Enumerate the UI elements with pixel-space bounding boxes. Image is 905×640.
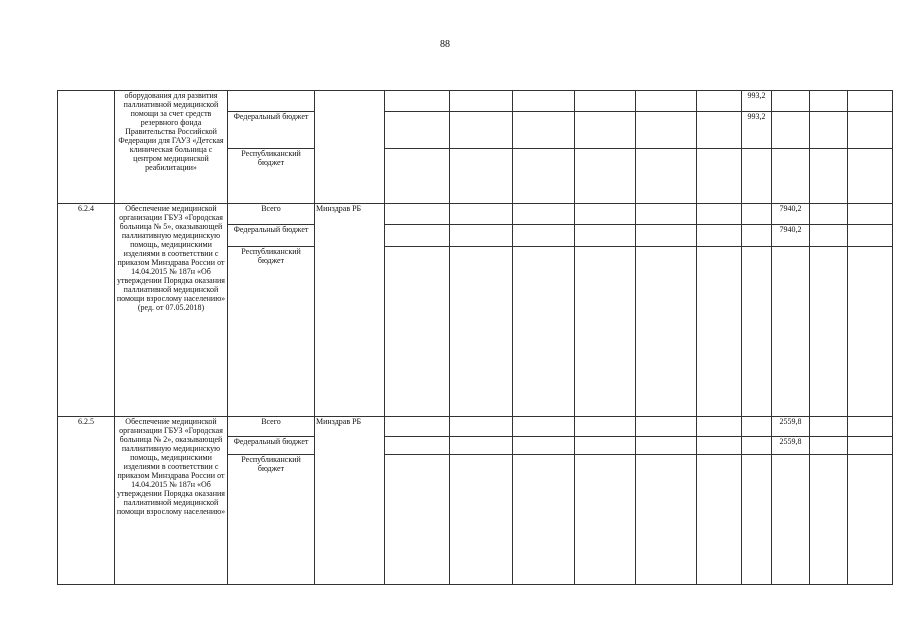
empty-cell xyxy=(636,437,697,455)
empty-cell xyxy=(385,417,450,437)
program-table xyxy=(57,90,893,585)
empty-cell xyxy=(697,91,742,112)
empty-cell xyxy=(848,455,893,585)
funding-source: Республиканский бюджет xyxy=(228,247,315,417)
empty-cell xyxy=(450,455,513,585)
empty-cell xyxy=(742,204,772,225)
empty-cell xyxy=(810,204,848,225)
empty-cell xyxy=(636,91,697,112)
empty-cell xyxy=(742,247,772,417)
empty-cell xyxy=(450,91,513,112)
empty-cell xyxy=(513,225,575,247)
empty-cell xyxy=(385,225,450,247)
table-row xyxy=(58,91,893,112)
amount-cell: 7940,2 xyxy=(772,204,810,225)
empty-cell xyxy=(575,437,636,455)
empty-cell xyxy=(810,91,848,112)
empty-cell xyxy=(385,247,450,417)
empty-cell xyxy=(772,91,810,112)
empty-cell xyxy=(810,225,848,247)
empty-cell xyxy=(575,225,636,247)
empty-cell xyxy=(385,204,450,225)
funding-source: Республиканский бюджет xyxy=(228,455,315,585)
empty-cell xyxy=(575,455,636,585)
item-description: оборудования для развития паллиативной медицинской помощи за счет средств резервного фонда Правительства Российской Федерации для ГАУЗ «Детская клиническая больница с центром медицинской реабилитации» xyxy=(115,91,228,204)
empty-cell xyxy=(575,91,636,112)
amount-cell: 2559,8 xyxy=(772,437,810,455)
empty-cell xyxy=(450,112,513,149)
table-body xyxy=(58,91,893,585)
item-description: Обеспечение медицинской организации ГБУЗ «Городская больница № 5», оказывающей паллиативную медицинскую помощь, медицинскими изделиями в соответствии с приказом Минздрава России от 14.04.2015 № 187н «Об утверждении Порядка оказания паллиативной медицинской помощи взрослому населению» (ред. от 07.05.2018) xyxy=(115,204,228,417)
empty-cell xyxy=(513,247,575,417)
empty-cell xyxy=(450,247,513,417)
page-number: 88 xyxy=(440,39,450,50)
amount-cell: 7940,2 xyxy=(772,225,810,247)
empty-cell xyxy=(450,437,513,455)
empty-cell xyxy=(848,204,893,225)
executor xyxy=(315,91,385,204)
empty-cell xyxy=(697,437,742,455)
empty-cell xyxy=(697,455,742,585)
empty-cell xyxy=(697,112,742,149)
empty-cell xyxy=(575,149,636,204)
empty-cell xyxy=(636,225,697,247)
empty-cell xyxy=(697,149,742,204)
empty-cell xyxy=(575,204,636,225)
empty-cell xyxy=(450,225,513,247)
empty-cell xyxy=(848,225,893,247)
table-row xyxy=(58,417,893,437)
executor: Минздрав РБ xyxy=(315,417,385,585)
empty-cell xyxy=(636,149,697,204)
empty-cell xyxy=(513,91,575,112)
empty-cell xyxy=(742,225,772,247)
empty-cell xyxy=(636,247,697,417)
empty-cell xyxy=(636,204,697,225)
funding-source: Всего xyxy=(228,204,315,225)
empty-cell xyxy=(810,417,848,437)
funding-source: Республиканский бюджет xyxy=(228,149,315,204)
empty-cell xyxy=(385,149,450,204)
empty-cell xyxy=(810,149,848,204)
item-code: 6.2.5 xyxy=(58,417,115,585)
empty-cell xyxy=(450,417,513,437)
amount-cell xyxy=(772,455,810,585)
empty-cell xyxy=(810,455,848,585)
amount-cell xyxy=(742,149,772,204)
empty-cell xyxy=(385,91,450,112)
empty-cell xyxy=(772,149,810,204)
empty-cell xyxy=(848,149,893,204)
empty-cell xyxy=(513,417,575,437)
amount-cell xyxy=(772,247,810,417)
empty-cell xyxy=(385,455,450,585)
empty-cell xyxy=(848,91,893,112)
empty-cell xyxy=(513,149,575,204)
table-row xyxy=(58,204,893,225)
empty-cell xyxy=(450,204,513,225)
empty-cell xyxy=(810,247,848,417)
empty-cell xyxy=(848,112,893,149)
funding-source: Федеральный бюджет xyxy=(228,225,315,247)
amount-cell: 993,2 xyxy=(742,91,772,112)
empty-cell xyxy=(697,225,742,247)
item-code: 6.2.4 xyxy=(58,204,115,417)
empty-cell xyxy=(513,437,575,455)
empty-cell xyxy=(575,417,636,437)
empty-cell xyxy=(636,112,697,149)
empty-cell xyxy=(513,112,575,149)
empty-cell xyxy=(772,112,810,149)
empty-cell xyxy=(385,437,450,455)
funding-source xyxy=(228,91,315,112)
amount-cell: 2559,8 xyxy=(772,417,810,437)
empty-cell xyxy=(575,112,636,149)
empty-cell xyxy=(742,455,772,585)
empty-cell xyxy=(450,149,513,204)
empty-cell xyxy=(848,247,893,417)
empty-cell xyxy=(697,417,742,437)
empty-cell xyxy=(742,417,772,437)
empty-cell xyxy=(636,455,697,585)
item-code xyxy=(58,91,115,204)
empty-cell xyxy=(848,417,893,437)
empty-cell xyxy=(848,437,893,455)
empty-cell xyxy=(636,417,697,437)
empty-cell xyxy=(513,204,575,225)
amount-cell: 993,2 xyxy=(742,112,772,149)
empty-cell xyxy=(697,204,742,225)
empty-cell xyxy=(575,247,636,417)
empty-cell xyxy=(742,437,772,455)
funding-source: Федеральный бюджет xyxy=(228,112,315,149)
empty-cell xyxy=(513,455,575,585)
funding-source: Федеральный бюджет xyxy=(228,437,315,455)
item-description: Обеспечение медицинской организации ГБУЗ «Городская больница № 2», оказывающей паллиативную медицинскую помощь, медицинскими изделиями в соответствии с приказом Минздрава России от 14.04.2015 № 187н «Об утверждении Порядка оказания паллиативной медицинской помощи взрослому населению» xyxy=(115,417,228,585)
funding-source: Всего xyxy=(228,417,315,437)
executor: Минздрав РБ xyxy=(315,204,385,417)
empty-cell xyxy=(810,112,848,149)
empty-cell xyxy=(385,112,450,149)
empty-cell xyxy=(810,437,848,455)
empty-cell xyxy=(697,247,742,417)
